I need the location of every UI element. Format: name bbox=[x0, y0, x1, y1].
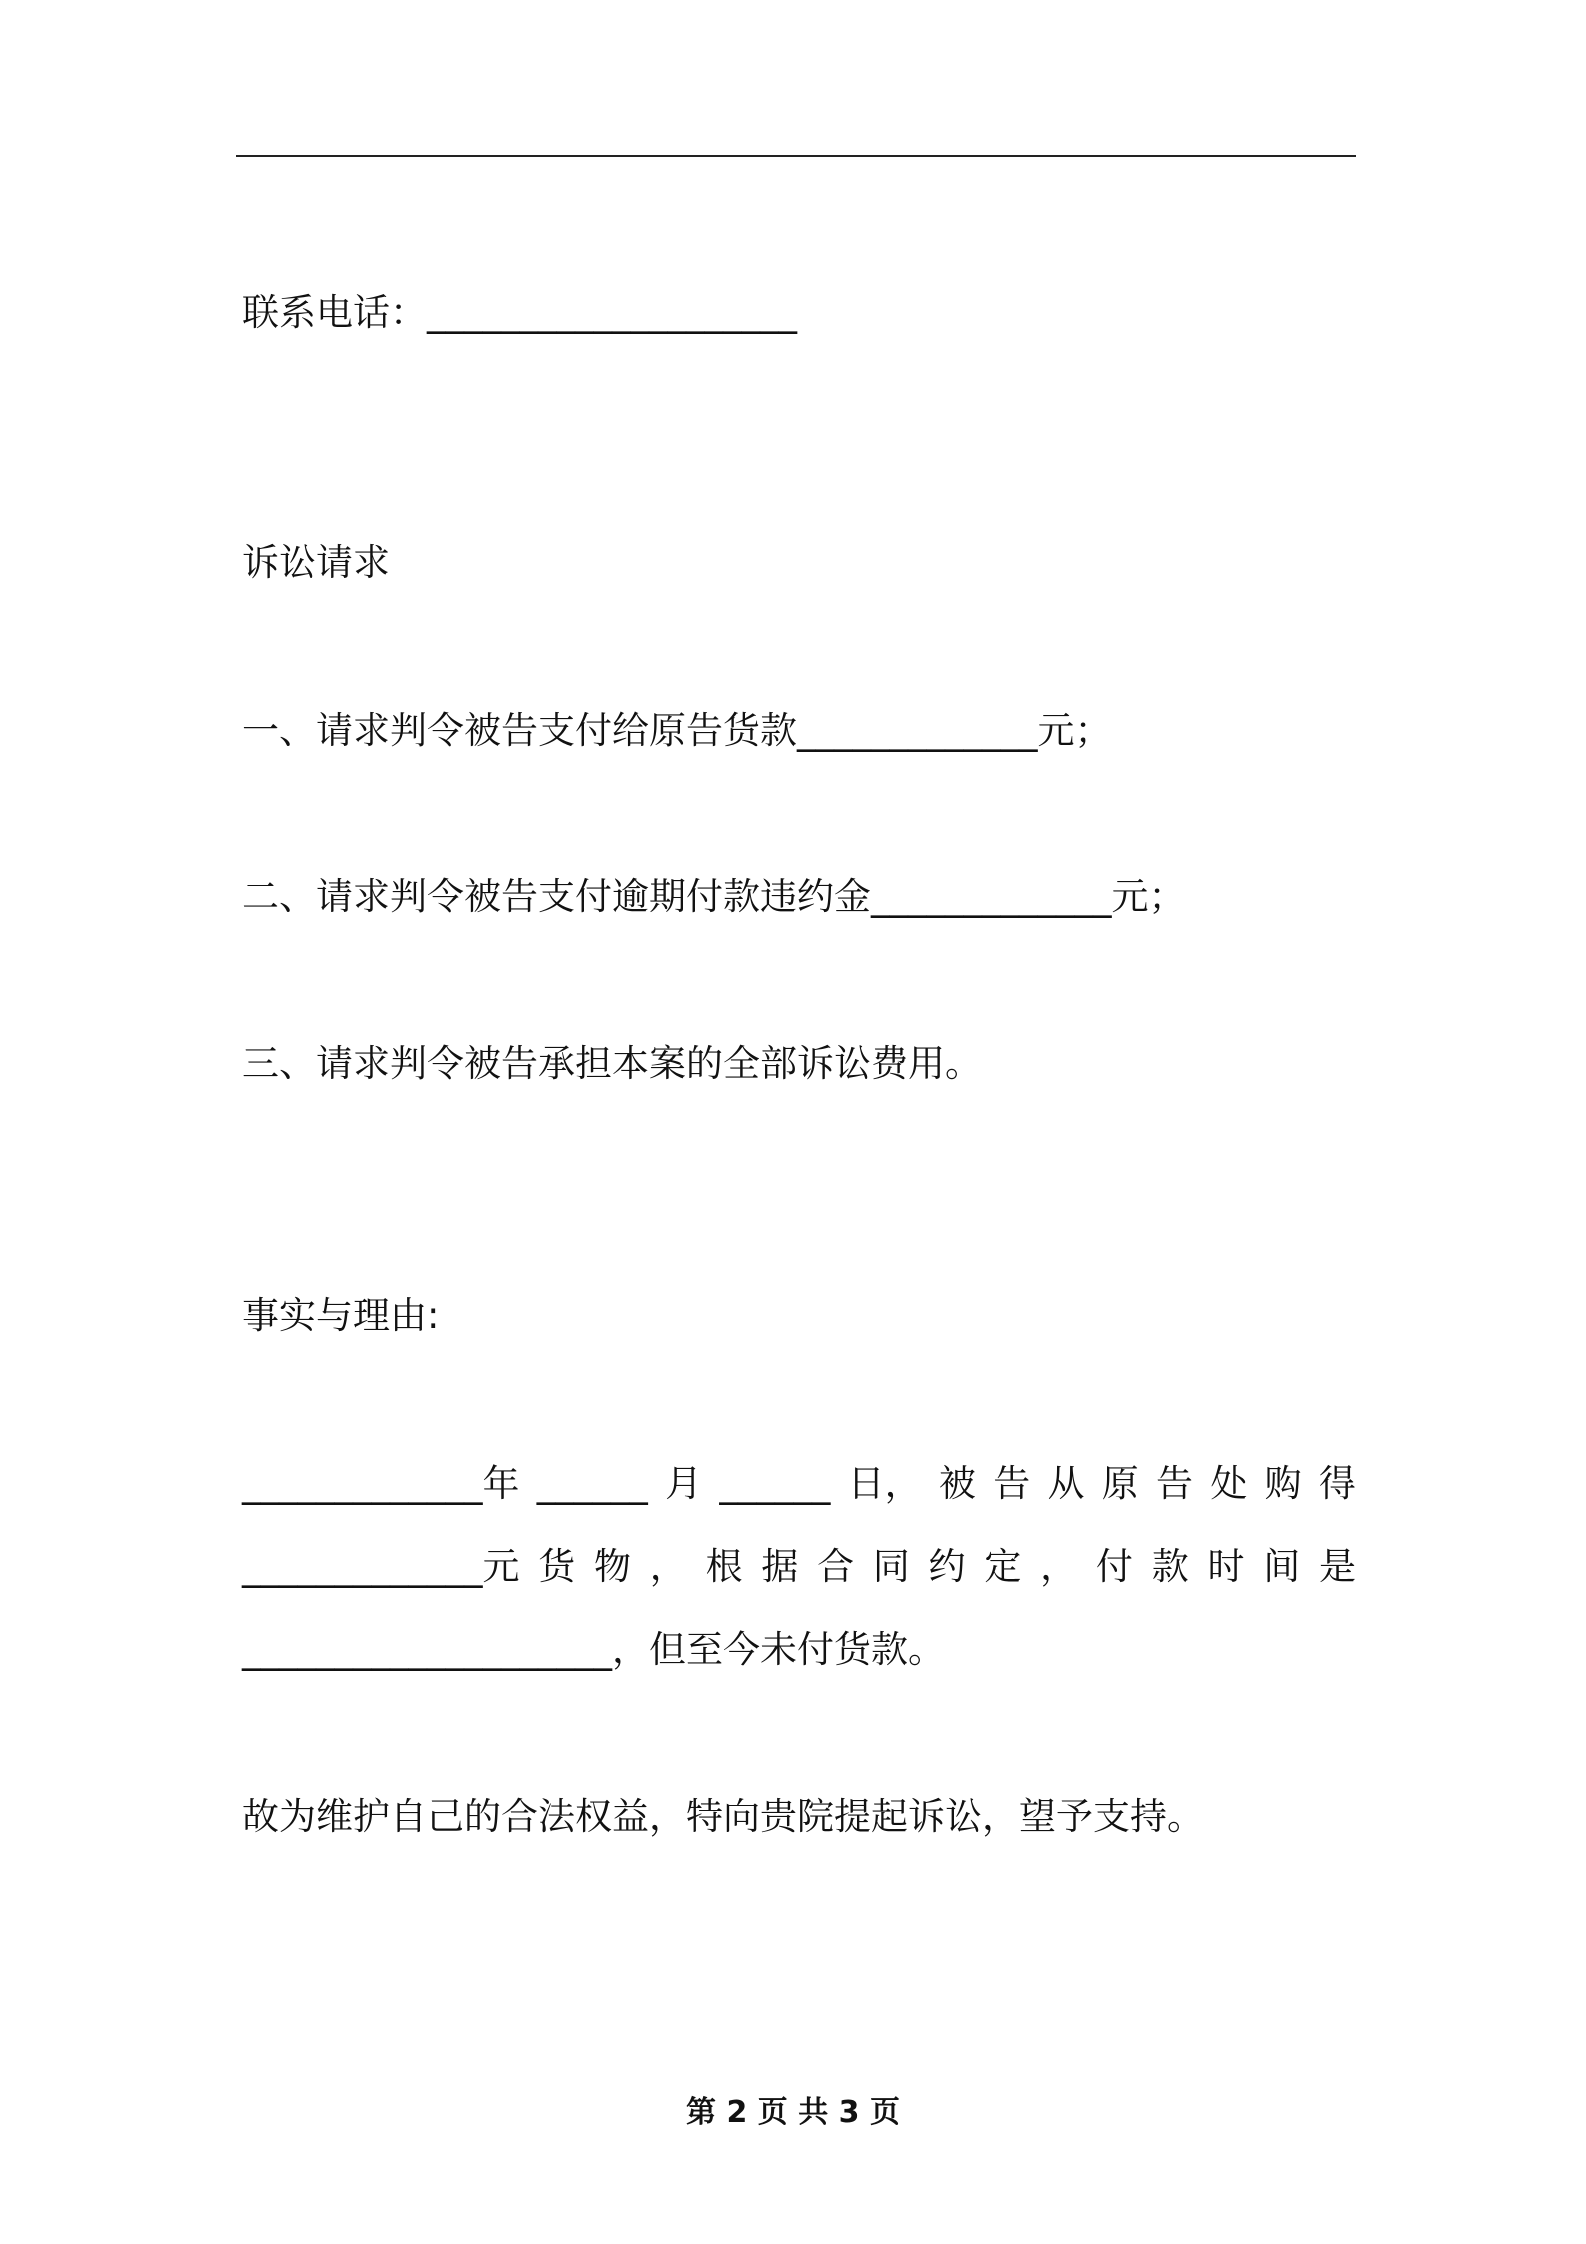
text-segment: 据 bbox=[761, 1545, 799, 1588]
text-segment: _____________元 bbox=[242, 1545, 520, 1588]
contact-phone-line bbox=[242, 289, 797, 337]
text-segment: 根 bbox=[705, 1545, 743, 1588]
contact-phone-blank: ____________________ bbox=[427, 291, 797, 334]
facts-line-1 bbox=[242, 1460, 1356, 1508]
text-segment: ， bbox=[649, 1545, 687, 1588]
text-segment: 货 bbox=[538, 1545, 576, 1588]
text-segment: 约 bbox=[928, 1545, 966, 1588]
contact-phone-label: 联系电话： bbox=[242, 291, 427, 334]
facts-line-3: ____________________，但至今未付货款。 bbox=[242, 1628, 945, 1671]
text-segment: 告 bbox=[1156, 1462, 1194, 1505]
facts-heading: 事实与理由: bbox=[242, 1294, 440, 1337]
text-segment: 购 bbox=[1264, 1462, 1302, 1505]
text-segment: 定 bbox=[984, 1545, 1022, 1588]
text-segment: 款 bbox=[1151, 1545, 1189, 1588]
claims-heading: 诉讼请求 bbox=[242, 541, 390, 584]
text-segment: 付 bbox=[1095, 1545, 1133, 1588]
page-number: 第 2 页 共 3 页 bbox=[686, 2095, 900, 2130]
text-segment: 被 bbox=[938, 1462, 976, 1505]
text-segment: 原 bbox=[1101, 1462, 1139, 1505]
text-segment: 物 bbox=[594, 1545, 632, 1588]
claim-item-3: 三、请求判令被告承担本案的全部诉讼费用。 bbox=[242, 1042, 982, 1085]
text-segment: 处 bbox=[1210, 1462, 1248, 1505]
text-segment: 合 bbox=[817, 1545, 855, 1588]
text-segment: 是 bbox=[1318, 1545, 1356, 1588]
conclusion-paragraph: 故为维护自己的合法权益，特向贵院提起诉讼，望予支持。 bbox=[242, 1795, 1204, 1838]
claim-item-1: 一、请求判令被告支付给原告货款_____________元； bbox=[242, 709, 1112, 752]
text-segment: 日， bbox=[847, 1462, 922, 1505]
text-segment: 告 bbox=[993, 1462, 1031, 1505]
text-segment: 月 bbox=[665, 1462, 703, 1505]
text-segment: 同 bbox=[872, 1545, 910, 1588]
text-segment: 得 bbox=[1318, 1462, 1356, 1505]
facts-line-2 bbox=[242, 1543, 1356, 1591]
text-segment: ， bbox=[1040, 1545, 1078, 1588]
header-rule bbox=[236, 155, 1356, 157]
text-segment: 从 bbox=[1047, 1462, 1085, 1505]
text-segment: 时 bbox=[1207, 1545, 1245, 1588]
text-segment: 间 bbox=[1263, 1545, 1301, 1588]
claim-item-2: 二、请求判令被告支付逾期付款违约金_____________元； bbox=[242, 875, 1186, 918]
text-segment: _____________年 bbox=[242, 1462, 520, 1505]
text-segment: ______ bbox=[719, 1462, 831, 1505]
text-segment: ______ bbox=[536, 1462, 648, 1505]
